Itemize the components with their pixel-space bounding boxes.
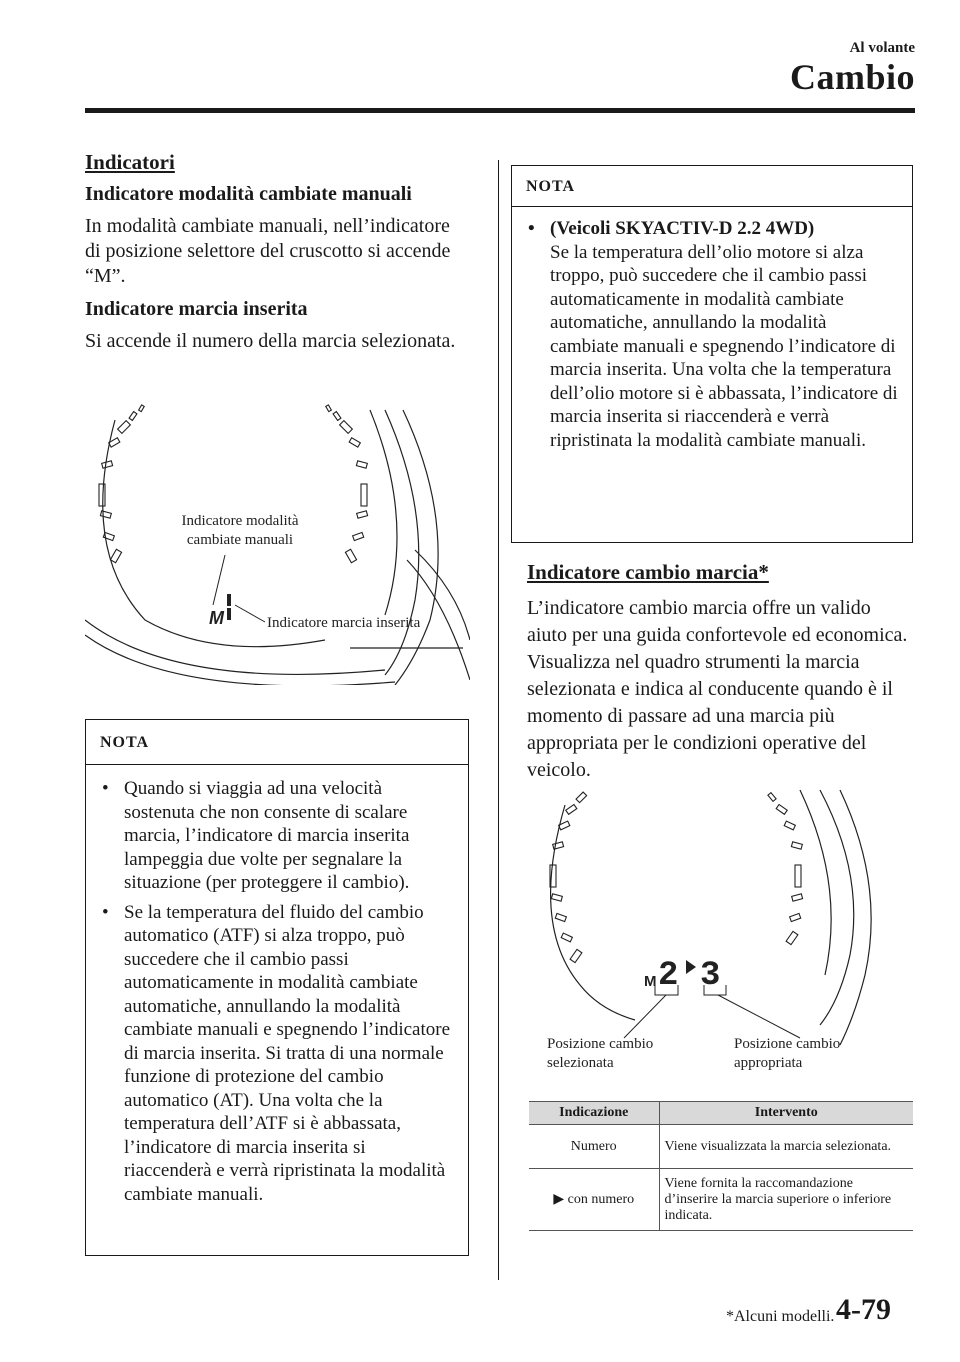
shift-indicator-heading: Indicatore cambio marcia* — [527, 560, 769, 584]
figure-label-appropriate: Posizione cambio appropriata — [734, 1036, 841, 1071]
table-row — [529, 1169, 913, 1231]
figure-shift-indicator — [540, 785, 920, 1085]
nota-box-right — [511, 165, 913, 543]
triangle-right-icon: ▶ — [553, 1191, 565, 1207]
table-cell-indication: ▶ con numero — [529, 1169, 659, 1231]
nota-item-text: Se la temperatura dell’olio motore si alza troppo, può succedere che il cambio passi automaticamente in modalità cambiate automatiche, annullando la modalità cambiate manuali e spegnendo l’indicatore di marcia inserita. Una volta che la temperatura dell’olio motore si è abbassata, l’indicatore di marcia inserita si riaccenderà e verrà ripristinata la modalità cambiate manuali. — [550, 241, 898, 451]
table-header: Intervento — [659, 1102, 913, 1125]
table-header: Indicazione — [529, 1102, 659, 1125]
header-rule — [85, 108, 915, 113]
appropriate-gear-digit: 3 — [700, 957, 721, 995]
page-title: Cambio — [789, 57, 915, 97]
gear-engaged-heading: Indicatore marcia inserita — [85, 298, 308, 320]
bullet-icon: • — [102, 901, 109, 923]
bullet-icon: • — [102, 778, 109, 799]
manual-mode-text: In modalità cambiate manuali, nell’indicatore di posizione selettore del cruscotto si accende “M”. — [85, 215, 451, 287]
bullet-icon: • — [528, 218, 535, 239]
nota-item: • Se la temperatura del fluido del cambio automatico (ATF) si alza troppo, può succedere che il cambio passi automaticamente in modalità cambiate automatiche, annullando la modalità cambiate manuali e spegnendo l’indicatore di marcia inserita. Si tratta di una normale funzione di protezione del cambio automatico (AT). Una volta che la temperatura dell’ATF si è abbassata, l’indicatore di marcia inserita si riaccenderà e verrà ripristinata la modalità cambiate manuali. — [102, 901, 451, 1205]
manual-mode-letter: M — [644, 973, 657, 990]
nota-vehicle-note: (Veicoli SKYACTIV-D 2.2 4WD) — [550, 218, 815, 239]
manual-mode-letter: M — [209, 608, 224, 628]
column-divider — [498, 160, 499, 1280]
footnote: *Alcuni modelli. — [726, 1308, 835, 1325]
figure-label-manual-mode: Indicatore modalità cambiate manuali — [181, 513, 299, 548]
page-number: 4-79 — [836, 1293, 891, 1326]
table-cell-action: Viene fornita la raccomandazione d’inserire la marcia superiore o inferiore indicata. — [659, 1169, 913, 1231]
selected-gear-digit: 2 — [658, 957, 679, 995]
figure-label-gear-engaged: Indicatore marcia inserita — [267, 615, 421, 631]
manual-mode-heading: Indicatore modalità cambiate manuali — [85, 183, 412, 205]
nota-box-left — [85, 719, 469, 1256]
shift-indicator-section — [527, 560, 913, 784]
gear-engaged-text: Si accende il numero della marcia selezionata. — [85, 330, 456, 352]
nota-title: NOTA — [512, 166, 912, 207]
nota-title: NOTA — [86, 720, 468, 765]
left-column — [85, 150, 470, 363]
upshift-arrow-icon — [686, 960, 696, 974]
figure-gear-indicator — [85, 400, 470, 685]
nota-item — [528, 217, 898, 452]
table-cell-indication: Numero — [529, 1125, 659, 1169]
figure-label-selected: Posizione cambio selezionata — [547, 1036, 654, 1071]
nota-item: • Quando si viaggia ad una velocità sostenuta che non consente di scalare marcia, l’indicatore di marcia inserita lampeggia due volte per segnalare la situazione (per proteggere il cambio). — [102, 778, 410, 893]
table-row — [529, 1125, 913, 1169]
section-title-indicatori: Indicatori — [85, 150, 175, 174]
shift-indicator-text: L’indicatore cambio marcia offre un valido aiuto per una guida confortevole ed economica. Visualizza nel quadro strumenti la marcia selezionata e indica al conducente quando è il momento di passare ad una marcia più appropriata per le condizioni operative del veicolo. — [527, 597, 908, 781]
table-cell-action: Viene visualizzata la marcia selezionata. — [659, 1125, 913, 1169]
section-name: Al volante — [849, 40, 915, 56]
indication-table — [529, 1101, 913, 1231]
